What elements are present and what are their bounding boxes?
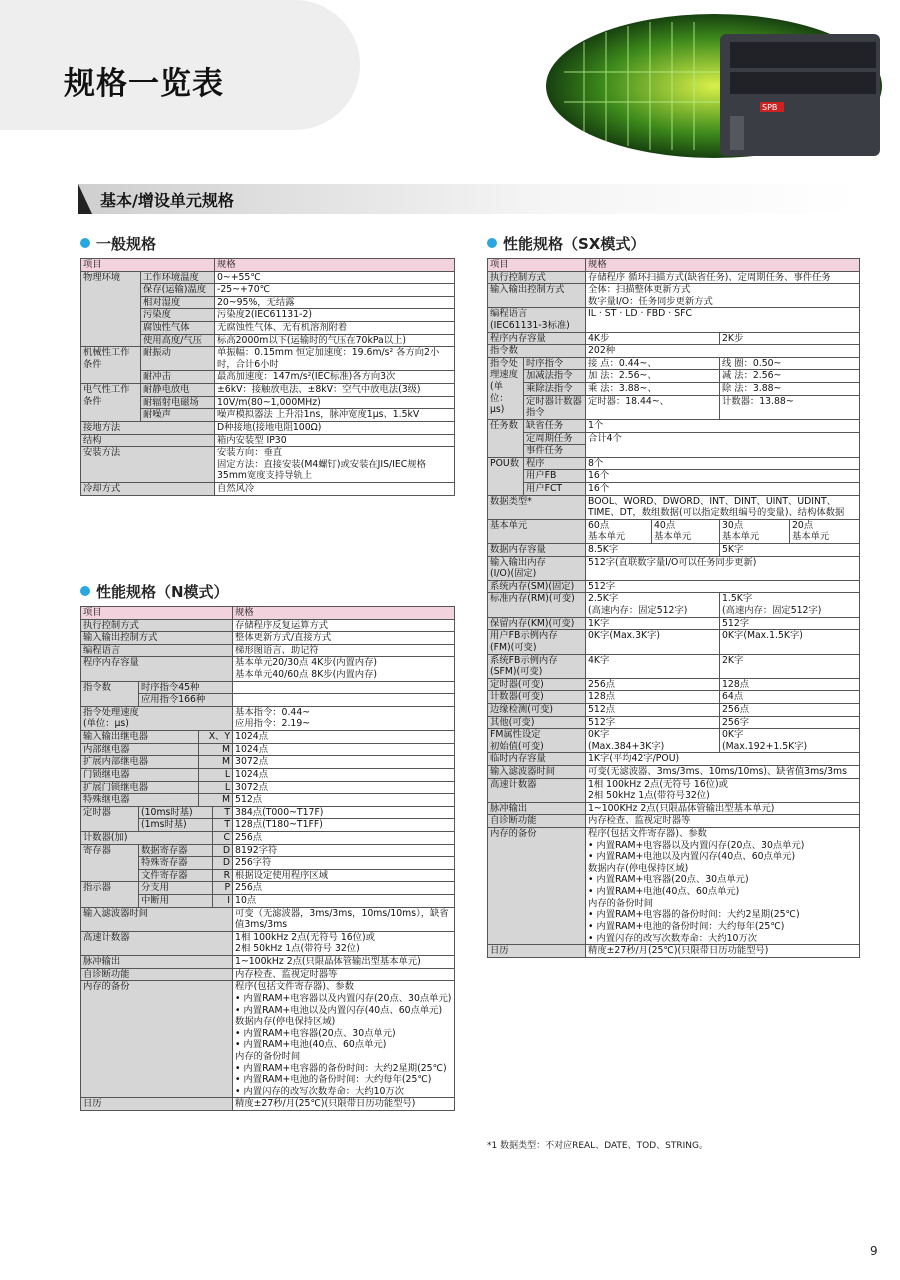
row-label: 指令处理速度 (单位：μs) (81, 706, 233, 730)
row-value: 噪声模拟器法 上升沿1ns，脉冲宽度1μs、1.5kV (215, 409, 455, 422)
section-title: 基本/增设单元规格 (100, 191, 234, 210)
table-row (488, 617, 860, 630)
row-label: 高速计数器 (81, 931, 233, 955)
row-value: 污染度2(IEC61131-2) (215, 309, 455, 322)
row-value: 0K字 (Max.384+3K字) (586, 729, 720, 753)
row-value: 定时器：18.44~、 (586, 395, 720, 419)
table-row (488, 345, 860, 358)
row-value: 512字 (586, 716, 720, 729)
row-label: 物理环境 (81, 271, 141, 347)
row-label: 寄存器 (81, 844, 139, 882)
row-value: 1024点 (233, 731, 455, 744)
row-code: R (213, 869, 233, 882)
row-value: 程序(包括文件寄存器)、参数 • 内置RAM+电容器以及内置闪存(20点、30点单元) • 内置RAM+电池以及内置闪存(40点、60点单元) 数据内存(停电保持区域) • 内置RAM+电容器(20点、30点单元) • 内置RAM+电池(40点、60点单元) 内存的备份时间 • 内置RAM+电容器的备份时间：大约2星期(25℃) • 内置RAM+电池的备份时间：大约每年(25℃) • 内置闪存的改写次数寿命：大约10万次 (233, 981, 455, 1098)
row-label: 标准内存(RM)(可变) (488, 593, 586, 617)
header-item: 项目 (81, 607, 233, 620)
row-value: 程序(包括文件寄存器)、参数 • 内置RAM+电容器以及内置闪存(20点、30点单元) • 内置RAM+电池以及内置闪存(40点、60点单元) 数据内存(停电保持区域) • 内置RAM+电容器(20点、30点单元) • 内置RAM+电池(40点、60点单元) 内存的备份时间 • 内置RAM+电容器的备份时间：大约2星期(25℃) • 内置RAM+电池的备份时间：大约每年(25℃) • 内置闪存的改写次数寿命：大约10万次 (586, 828, 860, 945)
row-label: 系统内存(SM)(固定) (488, 580, 586, 593)
row-label: 文件寄存器 (139, 869, 213, 882)
row-label: 工作环境温度 (141, 271, 215, 284)
table-row (488, 432, 860, 445)
row-value: 1个 (586, 419, 860, 432)
row-value: 梯形图语言、助记符 (233, 644, 455, 657)
table-row (488, 753, 860, 766)
bullet-dot-icon (80, 238, 90, 248)
row-label: 指示器 (81, 882, 139, 907)
row-value: 16个 (586, 470, 860, 483)
row-value: 单振幅：0.15mm 恒定加速度：19.6m/s² 各方向2小时，合计6小时 (215, 347, 455, 371)
row-value: 10点 (233, 895, 455, 908)
row-value: 可变（无滤波器，3ms/3ms，10ms/10ms），缺省值3ms/3ms (233, 907, 455, 931)
row-label: 程序内存容量 (488, 332, 586, 345)
row-value: 5K字 (720, 544, 860, 557)
row-value: 256点 (720, 703, 860, 716)
table-row (488, 630, 860, 654)
row-value: 减 法：2.56~ (720, 370, 860, 383)
table-row (488, 691, 860, 704)
table-row (488, 395, 860, 419)
row-label: 执行控制方式 (488, 271, 586, 284)
table-row (81, 968, 455, 981)
table-row (488, 308, 860, 332)
perf-n-heading (80, 581, 229, 602)
header-spec: 规格 (586, 259, 860, 272)
row-label: 结构 (81, 434, 215, 447)
row-value: 存储程序反复运算方式 (233, 619, 455, 632)
row-label: 系统FB示例内存 (SFM)(可变) (488, 654, 586, 678)
table-row (488, 703, 860, 716)
row-value: 4K字 (586, 654, 720, 678)
row-label: 使用高度/气压 (141, 334, 215, 347)
row-label: 耐辐射电磁场 (141, 396, 215, 409)
row-code: D (213, 857, 233, 870)
row-value: 1024点 (233, 743, 455, 756)
row-value: 1~100KHz 2点(只限晶体管输出型基本单元) (586, 802, 860, 815)
row-label: 电气性工作条件 (81, 384, 141, 422)
row-label: 自诊断功能 (488, 815, 586, 828)
row-label: 耐振动 (141, 347, 215, 371)
row-label: 指令数 (81, 681, 139, 706)
table-row (81, 831, 455, 844)
row-label: 事件任务 (524, 445, 586, 458)
row-value: 3072点 (233, 756, 455, 769)
row-value: BOOL、WORD、DWORD、INT、DINT、UINT、UDINT、TIME、DT，数组数据(可以指定数组编号的变量)、结构体数据 (586, 495, 860, 519)
row-value: 合计4个 (586, 432, 860, 457)
row-label: 用户FCT (524, 482, 586, 495)
table-row (488, 519, 860, 543)
row-label: 耐静电放电 (141, 384, 215, 397)
row-label: 基本单元 (488, 519, 586, 543)
section-mark (78, 184, 92, 214)
row-label: 高速计数器 (488, 778, 586, 802)
row-label: 输入输出控制方式 (81, 632, 233, 645)
row-code: D (213, 844, 233, 857)
row-value: 8.5K字 (586, 544, 720, 557)
row-value: 128点(T180~T1FF) (233, 819, 455, 832)
table-row (81, 743, 455, 756)
table-row (488, 945, 860, 958)
table-row (488, 370, 860, 383)
row-code: C (213, 831, 233, 844)
row-label: 扩展内部继电器 (81, 756, 199, 769)
table-row (488, 678, 860, 691)
row-value: 128点 (720, 678, 860, 691)
row-label: (10ms时基) (139, 806, 213, 819)
row-label: 数据寄存器 (139, 844, 213, 857)
row-label: 边缘检测(可变) (488, 703, 586, 716)
row-label: POU数 (488, 457, 524, 495)
row-value: 1相 100kHz 2点(无符号 16位)或 2相 50kHz 1点(带符号 32位) (233, 931, 455, 955)
row-label: 指令数 (488, 345, 586, 358)
row-label: 输入滤波器时间 (81, 907, 233, 931)
row-value (233, 694, 455, 707)
table-row (81, 619, 455, 632)
row-label: 任务数 (488, 419, 524, 457)
row-label: 保留内存(KM)(可变) (488, 617, 586, 630)
table-header (81, 607, 455, 620)
row-label: 输入输出控制方式 (488, 284, 586, 308)
row-value: 2.5K字 (高速内存：固定512字) (586, 593, 720, 617)
footnote: *1 数据类型：不对应REAL、DATE、TOD、STRING。 (487, 1141, 708, 1151)
row-label: 保存(运输)温度 (141, 284, 215, 297)
table-row (488, 383, 860, 396)
row-value: 0K字(Max.3K字) (586, 630, 720, 654)
row-code: M (199, 756, 233, 769)
row-label: 中断用 (139, 895, 213, 908)
table-row (81, 384, 455, 397)
row-value: 1相 100kHz 2点(无符号 16位)或 2相 50kHz 1点(带符号32位) (586, 778, 860, 802)
perf-sx-heading-text: 性能规格（SX模式） (503, 235, 646, 253)
table-row (488, 482, 860, 495)
row-value: -25~+70℃ (215, 284, 455, 297)
row-value: D种接地(接地电阻100Ω) (215, 421, 455, 434)
table-row (81, 882, 455, 895)
row-value: 乘 法：3.88~、 (586, 383, 720, 396)
row-value: 线 圈：0.50~ (720, 357, 860, 370)
row-value: 256点 (233, 831, 455, 844)
row-value: 安装方向：垂直 固定方法：直接安装(M4螺钉)或安装在JIS/IEC规格35mm宽度支持导轨上 (215, 447, 455, 483)
row-value: 存储程序 循环扫描方式(缺省任务)、定周期任务、事件任务 (586, 271, 860, 284)
table-row (81, 731, 455, 744)
row-label: 门锁继电器 (81, 768, 199, 781)
row-value: 自然风冷 (215, 482, 455, 495)
row-label: 用户FB示例内存 (FM)(可变) (488, 630, 586, 654)
table-row (81, 781, 455, 794)
general-spec-table (80, 258, 455, 496)
row-value: 接 点：0.44~、 (586, 357, 720, 370)
row-value: 精度±27秒/月(25℃)(只限带日历功能型号) (233, 1098, 455, 1111)
row-value: 384点(T000~T17F) (233, 806, 455, 819)
row-label: 污染度 (141, 309, 215, 322)
row-value: 4K步 (586, 332, 720, 345)
table-row (81, 806, 455, 819)
row-label: 自诊断功能 (81, 968, 233, 981)
row-value: 256点 (586, 678, 720, 691)
table-row (488, 729, 860, 753)
row-code: M (199, 743, 233, 756)
row-label: 应用指令166种 (139, 694, 233, 707)
table-row (81, 1098, 455, 1111)
row-label: 扩展门锁继电器 (81, 781, 199, 794)
row-value: 60点 基本单元 (586, 519, 652, 543)
row-label: 计数器(可变) (488, 691, 586, 704)
row-label: 乘除法指令 (524, 383, 586, 396)
row-label: 日历 (488, 945, 586, 958)
row-value: 20~95%，无结露 (215, 296, 455, 309)
row-label: 数据类型* (488, 495, 586, 519)
table-row (488, 544, 860, 557)
table-row (488, 802, 860, 815)
row-value: 最高加速度：147m/s²(IEC标准)各方向3次 (215, 371, 455, 384)
row-label: 内部继电器 (81, 743, 199, 756)
table-row (81, 632, 455, 645)
table-row (81, 434, 455, 447)
row-value: 标高2000m以下(运输时的气压在70kPa以上) (215, 334, 455, 347)
row-label: 缺省任务 (524, 419, 586, 432)
table-row (81, 981, 455, 1098)
row-label: 其他(可变) (488, 716, 586, 729)
header-item: 项目 (488, 259, 586, 272)
general-spec-heading-text: 一般规格 (96, 235, 157, 253)
header-spec: 规格 (215, 259, 455, 272)
row-label: 用户FB (524, 470, 586, 483)
table-row (488, 332, 860, 345)
row-value: 40点 基本单元 (652, 519, 720, 543)
row-label: 特殊寄存器 (139, 857, 213, 870)
row-label: 耐冲击 (141, 371, 215, 384)
row-value: 1~100kHz 2点(只限晶体管输出型基本单元) (233, 956, 455, 969)
row-label: 腐蚀性气体 (141, 322, 215, 335)
row-label: 编程语言 (81, 644, 233, 657)
row-value: 1K字(平均42字/POU) (586, 753, 860, 766)
row-label: 特殊继电器 (81, 794, 199, 807)
row-label: 输入输出内存 (I/O)(固定) (488, 556, 586, 580)
general-spec-heading (80, 233, 156, 254)
table-row (81, 271, 455, 284)
table-row (81, 844, 455, 857)
row-value: 根据设定使用程序区域 (233, 869, 455, 882)
table-row (488, 815, 860, 828)
row-value: 512点 (233, 794, 455, 807)
row-code: T (213, 806, 233, 819)
row-value: 2K字 (720, 654, 860, 678)
header-spec: 规格 (233, 607, 455, 620)
row-value: 内存检查、监视定时器等 (233, 968, 455, 981)
row-value: 可变(无滤波器、3ms/3ms、10ms/10ms)、缺省值3ms/3ms (586, 765, 860, 778)
row-value: 30点 基本单元 (720, 519, 790, 543)
table-row (488, 419, 860, 432)
row-value: 精度±27秒/月(25℃)(只限带日历功能型号) (586, 945, 860, 958)
table-row (488, 470, 860, 483)
row-label: 加减法指令 (524, 370, 586, 383)
table-row (488, 556, 860, 580)
table-row (81, 421, 455, 434)
row-value: 加 法：2.56~、 (586, 370, 720, 383)
plc-product-banner (544, 12, 884, 160)
row-value: 1.5K字 (高速内存：固定512字) (720, 593, 860, 617)
row-label: 程序内存容量 (81, 657, 233, 681)
row-value: 基本指令：0.44~ 应用指令：2.19~ (233, 706, 455, 730)
table-row (81, 907, 455, 931)
row-label: 安装方法 (81, 447, 215, 483)
row-value: 除 法：3.88~ (720, 383, 860, 396)
row-label: 数据内存容量 (488, 544, 586, 557)
table-header (488, 259, 860, 272)
row-label: 临时内存容量 (488, 753, 586, 766)
table-row (81, 482, 455, 495)
row-value: 3072点 (233, 781, 455, 794)
row-code: I (213, 895, 233, 908)
row-label: 内存的备份 (488, 828, 586, 945)
row-value: 内存检查、监视定时器等 (586, 815, 860, 828)
row-label: 计数器(加) (81, 831, 213, 844)
row-label: 编程语言 (IEC61131-3标准) (488, 308, 586, 332)
row-label: FM属性设定 初始值(可变) (488, 729, 586, 753)
row-label: 执行控制方式 (81, 619, 233, 632)
table-row (81, 447, 455, 483)
page-number: 9 (870, 1244, 878, 1258)
row-value: 512字 (720, 617, 860, 630)
table-row (81, 931, 455, 955)
row-value: 16个 (586, 482, 860, 495)
table-row (81, 794, 455, 807)
row-label: 冷却方式 (81, 482, 215, 495)
row-label: 时序指令 (524, 357, 586, 370)
perf-sx-table (487, 258, 860, 958)
row-code: L (199, 768, 233, 781)
row-value: 无腐蚀性气体、无有机溶剂附着 (215, 322, 455, 335)
perf-n-heading-text: 性能规格（N模式） (96, 583, 229, 601)
row-value: 计数器：13.88~ (720, 395, 860, 419)
table-row (488, 457, 860, 470)
row-value: 20点 基本单元 (790, 519, 860, 543)
table-row (81, 681, 455, 694)
perf-n-table (80, 606, 455, 1111)
row-value: ±6kV：接触放电法、±8kV：空气中放电法(3级) (215, 384, 455, 397)
row-value: 256字符 (233, 857, 455, 870)
table-row (81, 644, 455, 657)
row-label: 定周期任务 (524, 432, 586, 445)
page-title: 规格一览表 (64, 66, 224, 102)
row-value: 512字(直联数字量I/O可以任务同步更新) (586, 556, 860, 580)
table-row (81, 657, 455, 681)
row-label: (1ms时基) (139, 819, 213, 832)
table-row (81, 768, 455, 781)
table-row (81, 756, 455, 769)
row-label: 接地方法 (81, 421, 215, 434)
row-value: 202种 (586, 345, 860, 358)
row-code: X、Y (199, 731, 233, 744)
row-value: 全体：扫描整体更新方式 数字量I/O：任务同步更新方式 (586, 284, 860, 308)
table-row (488, 778, 860, 802)
bullet-dot-icon (80, 586, 90, 596)
row-code: L (199, 781, 233, 794)
table-header (81, 259, 455, 272)
table-row (488, 495, 860, 519)
row-label: 定时器(可变) (488, 678, 586, 691)
row-label: 内存的备份 (81, 981, 233, 1098)
device-label: SPB (762, 103, 778, 112)
row-label: 日历 (81, 1098, 233, 1111)
row-value: 256点 (233, 882, 455, 895)
table-row (488, 284, 860, 308)
row-label: 脉冲输出 (488, 802, 586, 815)
row-label: 分支用 (139, 882, 213, 895)
row-label: 定时器 (81, 806, 139, 831)
row-label: 相对湿度 (141, 296, 215, 309)
row-label: 指令处理速度 (单位：μs) (488, 357, 524, 419)
row-label: 定时器计数器指令 (524, 395, 586, 419)
row-value: 512点 (586, 703, 720, 716)
row-value: 512字 (586, 580, 860, 593)
row-label: 时序指令45种 (139, 681, 233, 694)
table-row (488, 765, 860, 778)
row-value (233, 681, 455, 694)
row-value: 0~+55℃ (215, 271, 455, 284)
row-value: 8192字符 (233, 844, 455, 857)
table-row (488, 654, 860, 678)
table-row (488, 593, 860, 617)
bullet-dot-icon (487, 238, 497, 248)
row-code: M (199, 794, 233, 807)
table-row (488, 271, 860, 284)
row-value: 256字 (720, 716, 860, 729)
table-row (488, 828, 860, 945)
row-value: 0K字(Max.1.5K字) (720, 630, 860, 654)
row-label: 耐噪声 (141, 409, 215, 422)
table-row (488, 580, 860, 593)
table-row (81, 347, 455, 371)
perf-sx-heading (487, 233, 645, 254)
row-value: 1K字 (586, 617, 720, 630)
row-label: 程序 (524, 457, 586, 470)
row-value: 8个 (586, 457, 860, 470)
header-item: 项目 (81, 259, 215, 272)
row-label: 输入滤波器时间 (488, 765, 586, 778)
table-row (488, 716, 860, 729)
row-value: 箱内安装型 IP30 (215, 434, 455, 447)
row-value: 0K字 (Max.192+1.5K字) (720, 729, 860, 753)
table-row (81, 706, 455, 730)
row-value: 2K步 (720, 332, 860, 345)
row-code: T (213, 819, 233, 832)
row-value: IL · ST · LD · FBD · SFC (586, 308, 860, 332)
row-code: P (213, 882, 233, 895)
row-label: 输入输出继电器 (81, 731, 199, 744)
row-value: 64点 (720, 691, 860, 704)
row-value: 10V/m(80~1,000MHz) (215, 396, 455, 409)
table-row (81, 956, 455, 969)
row-value: 128点 (586, 691, 720, 704)
table-row (488, 357, 860, 370)
row-label: 机械性工作条件 (81, 347, 141, 384)
row-value: 1024点 (233, 768, 455, 781)
row-value: 整体更新方式/直接方式 (233, 632, 455, 645)
row-label: 脉冲输出 (81, 956, 233, 969)
row-value: 基本单元20/30点 4K步(内置内存) 基本单元40/60点 8K步(内置内存) (233, 657, 455, 681)
